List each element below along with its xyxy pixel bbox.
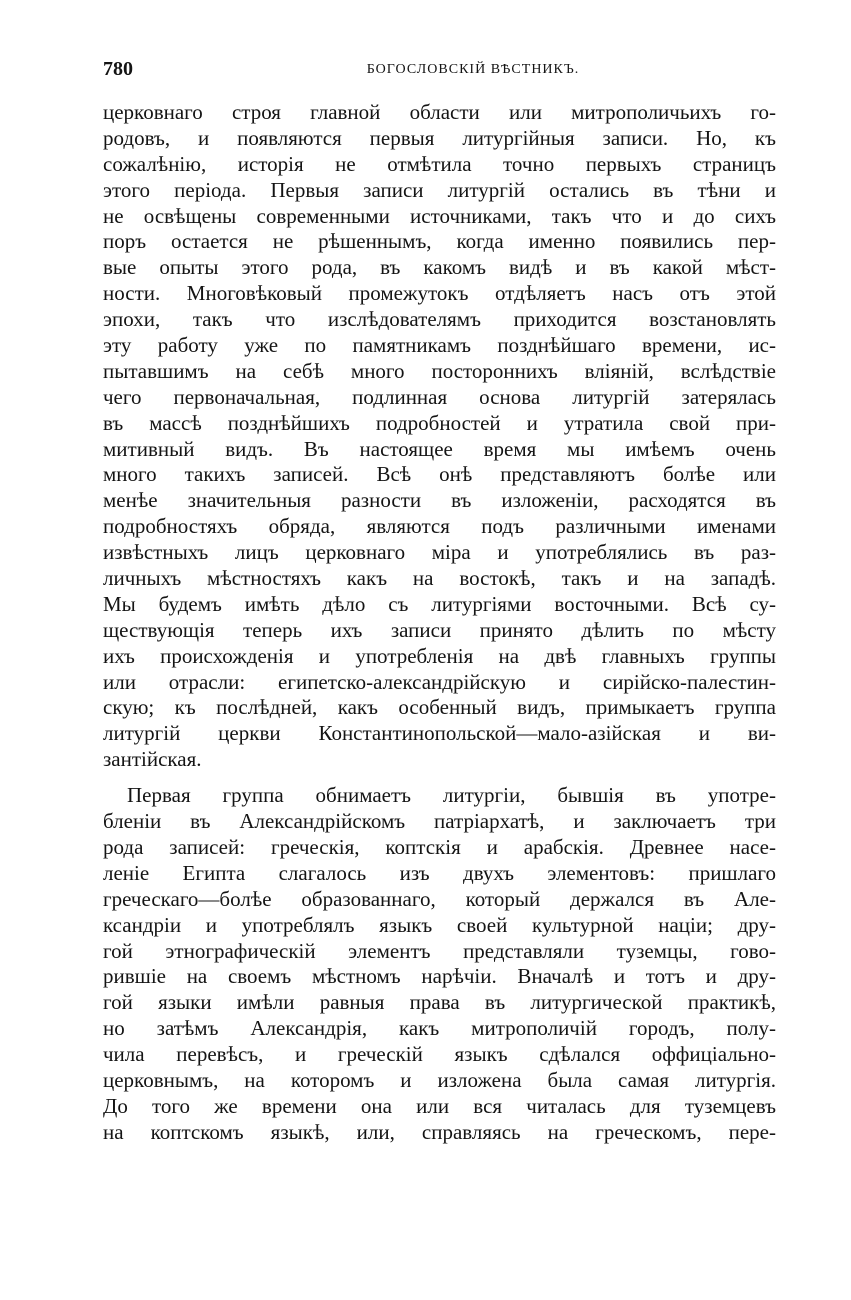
text-line: этого періода. Первыя записи литургій остались въ тѣни и	[103, 177, 776, 202]
text-line: эпохи, такъ что изслѣдователямъ приходится возстановлять	[103, 307, 776, 332]
text-line: рившіе на своемъ мѣстномъ нарѣчіи. Вначалѣ и тотъ и дру-	[103, 964, 776, 989]
text-line: скую; къ послѣдней, какъ особенный видъ, примыкаетъ группа	[103, 695, 776, 720]
text-line: бленіи въ Александрійскомъ патріархатѣ, и заключаетъ три	[103, 809, 776, 834]
running-title: БОГОСЛОВСКІЙ ВѢСТНИКЪ.	[366, 62, 580, 77]
text-line: поръ остается не рѣшеннымъ, когда именно появились пер-	[103, 229, 776, 254]
text-line: ихъ происхожденія и употребленія на двѣ главныхъ группы	[103, 643, 776, 668]
text-line: менѣе значительныя разности въ изложеніи, расходятся въ	[103, 488, 776, 513]
text-line: много такихъ записей. Всѣ онѣ представляютъ болѣе или	[103, 462, 776, 487]
text-line: Мы будемъ имѣть дѣло съ литургіями восточными. Всѣ су-	[103, 591, 776, 616]
text-line: сожалѣнію, исторія не отмѣтила точно первыхъ страницъ	[103, 151, 776, 176]
paragraph-2	[103, 783, 776, 1145]
body-text	[103, 100, 776, 1146]
page-number: 780	[103, 58, 133, 80]
text-line: эту работу уже по памятникамъ позднѣйшаго времени, ис-	[103, 333, 776, 358]
text-line: подробностяхъ обряда, являются подъ различными именами	[103, 514, 776, 539]
text-line: родовъ, и появляются первыя литургійныя записи. Но, къ	[103, 125, 776, 150]
text-line: или отрасли: египетско-александрійскую и сирійско-палестин-	[103, 669, 776, 694]
text-line: но затѣмъ Александрія, какъ митрополичій городъ, полу-	[103, 1016, 776, 1041]
text-line: вые опыты этого рода, въ какомъ видѣ и въ какой мѣст-	[103, 255, 776, 280]
text-line: ществующія теперь ихъ записи принято дѣлить по мѣсту	[103, 617, 776, 642]
text-line: въ массѣ позднѣйшихъ подробностей и утратила свой при-	[103, 410, 776, 435]
text-line: церковнаго строя главной области или митрополичьихъ го-	[103, 100, 776, 124]
text-line: на коптскомъ языкѣ, или, справляясь на греческомъ, пере-	[103, 1119, 776, 1144]
text-line: чила перевѣсъ, и греческій языкъ сдѣлался оффиціально-	[103, 1042, 776, 1067]
text-line: ности. Многовѣковый промежутокъ отдѣляетъ насъ отъ этой	[103, 281, 776, 306]
text-line: зантійская.	[103, 747, 202, 772]
text-line: литургій церкви Константинопольской—мало-азійская и ви-	[103, 721, 776, 746]
text-line: извѣстныхъ лицъ церковнаго міра и употреблялись въ раз-	[103, 540, 776, 565]
text-line: ксандріи и употреблялъ языкъ своей культурной націи; дру-	[103, 912, 776, 937]
text-line: греческаго—болѣе образованнаго, который держался въ Але-	[103, 886, 776, 911]
paragraph-1	[103, 100, 776, 773]
text-line: леніе Египта слагалось изъ двухъ элементовъ: пришлаго	[103, 860, 776, 885]
text-line: Первая группа обнимаетъ литургіи, бывшія въ употре-	[127, 783, 776, 808]
text-line: чего первоначальная, подлинная основа литургій затерялась	[103, 384, 776, 409]
text-line: не освѣщены современными источниками, такъ что и до сихъ	[103, 203, 776, 228]
text-line: гой этнографическій элементъ представляли туземцы, гово-	[103, 938, 776, 963]
text-line: пытавшимъ на себѣ много постороннихъ вліяній, вслѣдствіе	[103, 358, 776, 383]
text-line: До того же времени она или вся читалась для туземцевъ	[103, 1093, 776, 1118]
text-line: рода записей: греческія, коптскія и арабскія. Древнее насе-	[103, 834, 776, 859]
text-line: митивный видъ. Въ настоящее время мы имѣемъ очень	[103, 436, 776, 461]
page-header	[103, 57, 776, 83]
text-line: церковнымъ, на которомъ и изложена была самая литургія.	[103, 1067, 776, 1092]
paragraph-gap	[103, 773, 776, 783]
text-line: личныхъ мѣстностяхъ какъ на востокѣ, такъ и на западѣ.	[103, 566, 776, 591]
text-line: гой языки имѣли равныя права въ литургической практикѣ,	[103, 990, 776, 1015]
